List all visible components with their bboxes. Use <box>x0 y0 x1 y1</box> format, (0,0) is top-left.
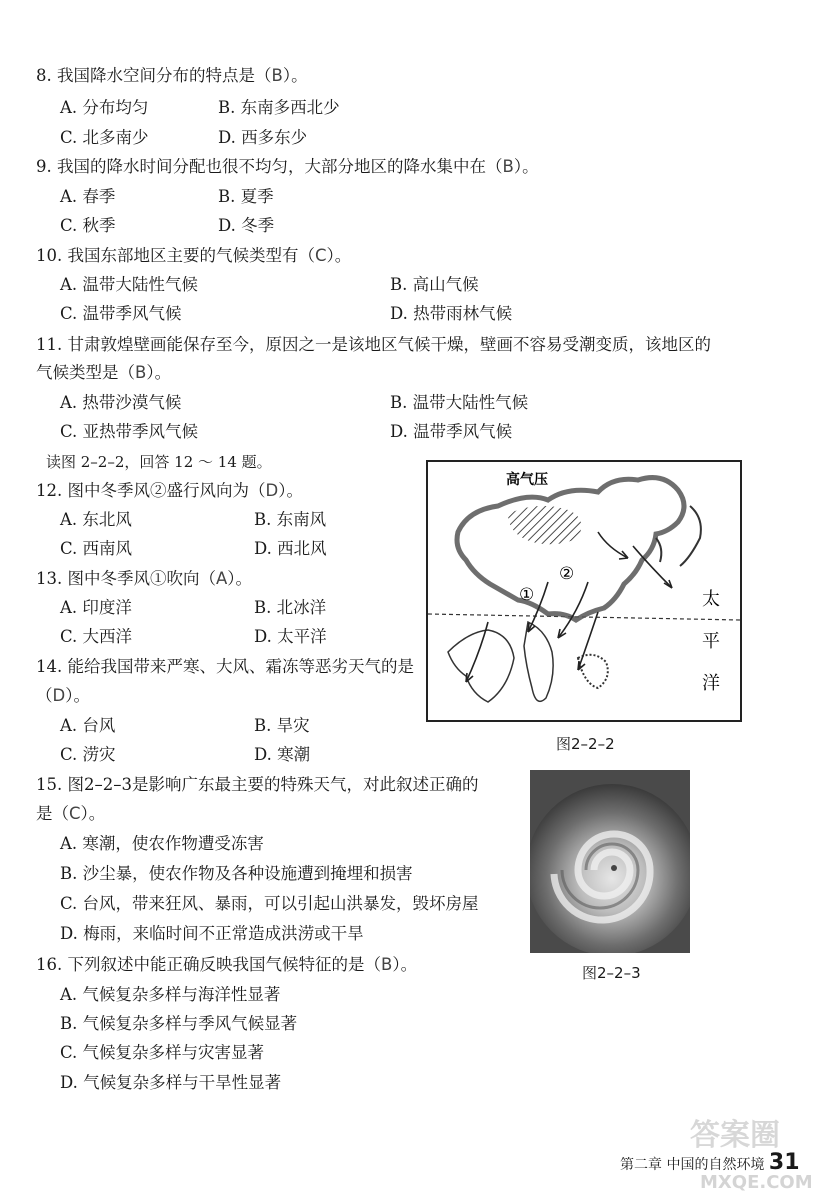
indochina-outline <box>524 622 553 701</box>
typhoon-svg <box>530 770 690 953</box>
question-11-stem-line1: 11. 甘肃敦煌壁画能保存至今，原因之一是该地区气候干燥，壁画不容易受潮变质，该地区的 <box>36 335 711 354</box>
answer-mark: B <box>502 157 514 176</box>
monsoon-arrows <box>466 532 672 682</box>
page-footer <box>620 1150 800 1175</box>
option-a: A. 寒潮，使农作物遭受冻害 <box>60 834 264 853</box>
stem-tail: ）。 <box>326 246 352 265</box>
question-11-stem-line2 <box>36 361 171 385</box>
option-d: D. 西北风 <box>254 539 327 558</box>
answer-mark: D <box>52 686 66 705</box>
question-13-stem <box>36 567 252 591</box>
option-b: B. 温带大陆性气候 <box>390 393 529 412</box>
read-instruction: 读图 2–2–2，回答 12 ～ 14 题。 <box>46 453 272 471</box>
stem-text: 9. 我国的降水时间分配也很不均匀，大部分地区的降水集中在（ <box>36 157 503 176</box>
stem-tail: ）。 <box>80 804 106 823</box>
option-a: A. 气候复杂多样与海洋性显著 <box>60 985 281 1004</box>
label-ocean-char-2: 平 <box>702 631 720 652</box>
option-a: A. 印度洋 <box>60 598 132 617</box>
answer-mark: C <box>315 246 327 265</box>
option-a: A. 热带沙漠气候 <box>60 393 182 412</box>
answer-mark: B <box>135 363 147 382</box>
option-d: D. 寒潮 <box>254 745 311 764</box>
option-b: B. 北冰洋 <box>254 598 327 617</box>
label-high-pressure: 高气压 <box>506 472 548 488</box>
watermark-bottom: MXQE.COM <box>700 1172 813 1193</box>
option-d: D. 温带季风气候 <box>390 422 513 441</box>
stem-tail: ）。 <box>282 66 308 85</box>
figure-2-2-2-caption: 图2–2–2 <box>556 735 615 753</box>
option-b: B. 东南多西北少 <box>218 98 340 117</box>
stem-tail: ）。 <box>392 955 418 974</box>
stem-text: 8. 我国降水空间分布的特点是（ <box>36 66 272 85</box>
figure-monsoon-map <box>426 460 742 722</box>
option-a: A. 分布均匀 <box>60 98 149 117</box>
stem-text: （ <box>36 686 53 705</box>
figure-2-2-3-caption: 图2–2–3 <box>582 964 641 982</box>
option-c: C. 温带季风气候 <box>60 304 182 323</box>
answer-mark: C <box>69 804 81 823</box>
option-b: B. 高山气候 <box>390 275 479 294</box>
chapter-title: 第二章 中国的自然环境 <box>620 1157 765 1173</box>
stem-tail: ）。 <box>278 481 303 500</box>
label-monsoon-2: ② <box>559 564 575 584</box>
question-8-stem <box>36 64 308 88</box>
option-c: C. 亚热带季风气候 <box>60 422 199 441</box>
question-12-stem <box>36 479 303 503</box>
watermark-top: 答案圈 <box>690 1118 780 1153</box>
southeast-asia-outline <box>448 630 514 702</box>
label-monsoon-1: ① <box>519 585 535 605</box>
option-d: D. 热带雨林气候 <box>390 304 513 323</box>
label-ocean-char-3: 洋 <box>702 673 720 694</box>
question-15-stem-line2 <box>36 802 105 826</box>
option-b: B. 旱灾 <box>254 716 310 735</box>
answer-mark: B <box>271 66 283 85</box>
question-15-stem-line1: 15. 图2–2–3是影响广东最主要的特殊天气，对此叙述正确的 <box>36 775 479 794</box>
stem-text: 是（ <box>36 804 69 823</box>
china-outline <box>457 478 684 620</box>
stem-text: 10. 我国东部地区主要的气候类型有（ <box>36 246 315 265</box>
stem-tail: ）。 <box>146 363 172 382</box>
question-14-stem-line1: 14. 能给我国带来严寒、大风、霜冻等恶劣天气的是 <box>36 657 414 676</box>
stem-tail: ）。 <box>65 686 90 705</box>
option-c: C. 西南风 <box>60 539 133 558</box>
stem-text: 16. 下列叙述中能正确反映我国气候特征的是（ <box>36 955 381 974</box>
option-d: D. 西多东少 <box>218 128 308 147</box>
high-pressure-area <box>508 506 581 544</box>
option-b: B. 东南风 <box>254 510 327 529</box>
question-10-stem <box>36 244 351 268</box>
option-c: C. 秋季 <box>60 216 116 235</box>
answer-mark: B <box>381 955 393 974</box>
question-9-stem <box>36 155 539 179</box>
option-c: C. 气候复杂多样与灾害显著 <box>60 1043 265 1062</box>
answer-mark: A <box>216 569 228 588</box>
option-b: B. 夏季 <box>218 187 274 206</box>
stem-tail: ）。 <box>227 569 253 588</box>
stem-text: 13. 图中冬季风①吹向（ <box>36 569 216 588</box>
option-a: A. 东北风 <box>60 510 132 529</box>
option-d: D. 冬季 <box>218 216 275 235</box>
option-c: C. 北多南少 <box>60 128 149 147</box>
option-a: A. 台风 <box>60 716 116 735</box>
option-d: D. 太平洋 <box>254 627 327 646</box>
option-a: A. 春季 <box>60 187 116 206</box>
option-a: A. 温带大陆性气候 <box>60 275 198 294</box>
monsoon-map-svg <box>428 462 740 720</box>
question-16-stem <box>36 953 417 977</box>
option-c: C. 涝灾 <box>60 745 116 764</box>
option-c: C. 大西洋 <box>60 627 133 646</box>
stem-text: 气候类型是（ <box>36 363 135 382</box>
option-b: B. 气候复杂多样与季风气候显著 <box>60 1014 298 1033</box>
page-number: 31 <box>768 1150 800 1175</box>
stem-text: 12. 图中冬季风②盛行风向为（ <box>36 481 266 500</box>
stem-tail: ）。 <box>513 157 539 176</box>
option-d: D. 梅雨，来临时间不正常造成洪涝或干旱 <box>60 924 364 943</box>
option-d: D. 气候复杂多样与干旱性显著 <box>60 1073 282 1092</box>
question-14-stem-line2 <box>36 684 90 708</box>
label-ocean-char-1: 太 <box>702 589 720 610</box>
option-c: C. 台风，带来狂风、暴雨，可以引起山洪暴发，毁坏房屋 <box>60 894 479 913</box>
answer-mark: D <box>265 481 279 500</box>
option-b: B. 沙尘暴，使农作物及各种设施遭到掩埋和损害 <box>60 864 413 883</box>
figure-typhoon-image <box>530 770 690 953</box>
